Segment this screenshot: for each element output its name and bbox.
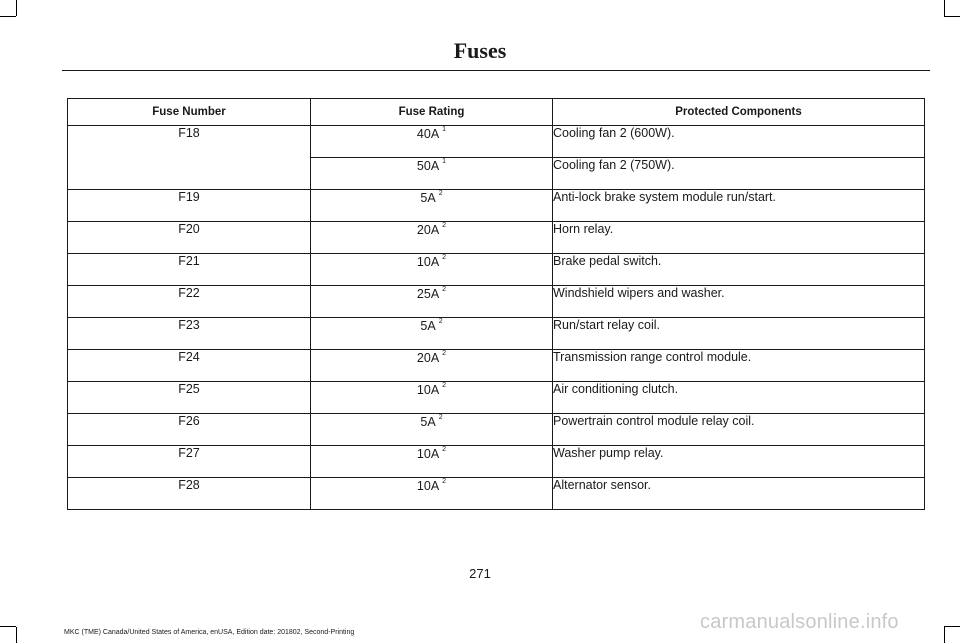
footnote-marker: 2 [442, 222, 447, 229]
footnote-marker: 2 [442, 254, 447, 261]
fuse-rating-cell [311, 286, 553, 318]
fuse-number-cell: F28 [68, 478, 311, 510]
table-row [68, 382, 925, 414]
footnote-marker: 2 [442, 446, 447, 453]
footnote-marker: 2 [442, 478, 447, 485]
crop-mark-bottom-left-h [0, 626, 16, 627]
fuse-rating-cell [311, 190, 553, 222]
footnote-marker: 2 [442, 286, 447, 293]
protected-component-cell: Brake pedal switch. [553, 254, 925, 286]
crop-mark-top-right-v [944, 0, 945, 16]
protected-component-cell: Run/start relay coil. [553, 318, 925, 350]
page-number: 271 [469, 566, 491, 581]
edition-footer: MKC (TME) Canada/United States of America, enUSA, Edition date: 201802, Second-Printing [64, 629, 355, 636]
fuse-number-cell: F21 [68, 254, 311, 286]
fuse-number-cell: F19 [68, 190, 311, 222]
fuse-number-cell: F27 [68, 446, 311, 478]
footnote-marker: 2 [438, 414, 443, 421]
header-fuse-number: Fuse Number [68, 99, 311, 126]
fuse-rating-cell [311, 254, 553, 286]
table-row [68, 318, 925, 350]
table-row [68, 254, 925, 286]
fuse-rating-cell [311, 158, 553, 190]
table-row [68, 190, 925, 222]
protected-component-cell: Cooling fan 2 (750W). [553, 158, 925, 190]
table-row [68, 222, 925, 254]
fuse-rating-cell [311, 414, 553, 446]
fuse-rating-value: 5A [420, 319, 436, 333]
fuse-rating-value: 10A [416, 383, 440, 397]
fuse-number-cell: F24 [68, 350, 311, 382]
table-row [68, 414, 925, 446]
fuse-rating-cell [311, 222, 553, 254]
fuse-rating-value: 5A [420, 415, 436, 429]
footnote-marker: 2 [438, 318, 443, 325]
table-row [68, 446, 925, 478]
protected-component-cell: Windshield wipers and washer. [553, 286, 925, 318]
header-protected-components: Protected Components [553, 99, 925, 126]
crop-mark-top-left-v [16, 0, 17, 16]
crop-mark-top-left-h [0, 16, 16, 17]
table-row [68, 126, 925, 158]
fuse-number-cell: F23 [68, 318, 311, 350]
fuse-rating-cell [311, 318, 553, 350]
crop-mark-bottom-right-v [944, 627, 945, 643]
fuse-rating-cell [311, 478, 553, 510]
footnote-marker: 2 [438, 190, 443, 197]
protected-component-cell: Air conditioning clutch. [553, 382, 925, 414]
fuse-number-cell: F20 [68, 222, 311, 254]
footnote-marker: 2 [442, 350, 447, 357]
table-row [68, 478, 925, 510]
fuse-number-cell: F25 [68, 382, 311, 414]
fuse-rating-value: 10A [416, 255, 440, 269]
header-fuse-rating: Fuse Rating [311, 99, 553, 126]
fuse-rating-value: 25A [416, 287, 440, 301]
fuse-rating-value: 10A [416, 447, 440, 461]
protected-component-cell: Cooling fan 2 (600W). [553, 126, 925, 158]
fuse-rating-value: 10A [416, 479, 440, 493]
protected-component-cell: Anti-lock brake system module run/start. [553, 190, 925, 222]
protected-component-cell: Alternator sensor. [553, 478, 925, 510]
protected-component-cell: Powertrain control module relay coil. [553, 414, 925, 446]
watermark: carmanualsonline.info [700, 611, 899, 633]
fuse-number-cell: F22 [68, 286, 311, 318]
table-header-row [68, 99, 925, 126]
footnote-marker: 1 [442, 126, 447, 133]
fuse-number-cell: F18 [68, 126, 311, 190]
fuse-rating-cell [311, 350, 553, 382]
fuse-table [67, 98, 925, 510]
footnote-marker: 1 [442, 158, 447, 165]
fuse-rating-value: 5A [420, 191, 436, 205]
crop-mark-bottom-right-h [944, 626, 960, 627]
fuse-rating-value: 40A [416, 127, 440, 141]
page-title: Fuses [453, 38, 507, 63]
fuse-rating-cell [311, 382, 553, 414]
fuse-rating-cell [311, 126, 553, 158]
fuse-rating-cell [311, 446, 553, 478]
fuse-rating-value: 20A [416, 223, 440, 237]
crop-mark-top-right-h [944, 16, 960, 17]
title-divider [62, 70, 930, 71]
protected-component-cell: Washer pump relay. [553, 446, 925, 478]
crop-mark-bottom-left-v [16, 627, 17, 643]
fuse-rating-value: 50A [416, 159, 440, 173]
fuse-table-body [68, 126, 925, 510]
table-row [68, 350, 925, 382]
footnote-marker: 2 [442, 382, 447, 389]
protected-component-cell: Transmission range control module. [553, 350, 925, 382]
fuse-rating-value: 20A [416, 351, 440, 365]
fuse-number-cell: F26 [68, 414, 311, 446]
table-row [68, 286, 925, 318]
protected-component-cell: Horn relay. [553, 222, 925, 254]
